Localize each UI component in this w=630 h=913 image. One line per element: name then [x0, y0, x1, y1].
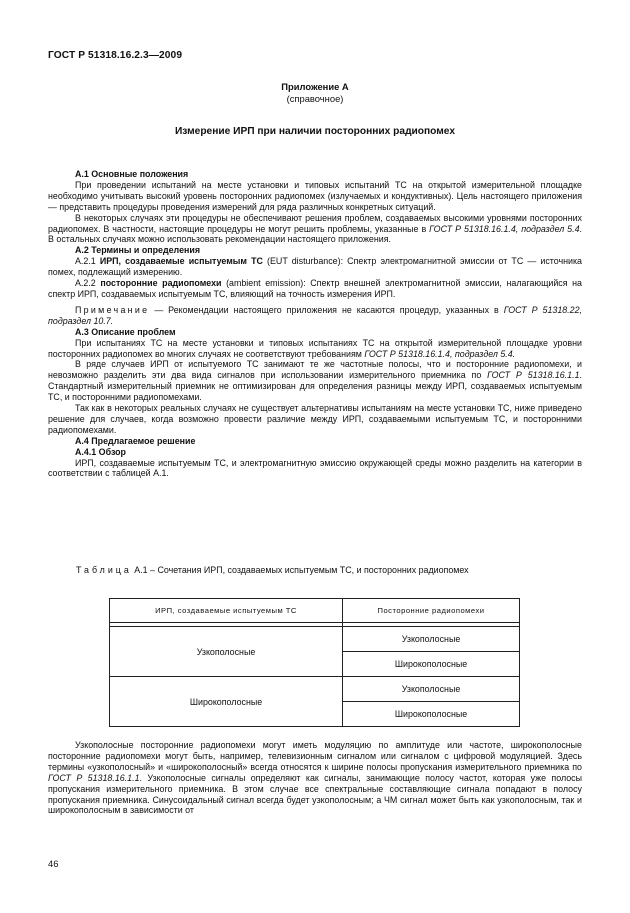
- section-heading-a41: А.4.1 Обзор: [75, 446, 126, 457]
- annex-label: Приложение А: [281, 81, 349, 92]
- table-cell: Узкополосные: [110, 627, 343, 677]
- annex-title: Измерение ИРП при наличии посторонних радиопомех: [174, 126, 455, 137]
- table-header-cell: ИРП, создаваемые испытуемым ТС: [110, 599, 343, 623]
- paragraph: При проведении испытаний на месте установки и типовых испытаний ТС на открытой измерительной площадке необходимо учитывать высокий уровень посторонних радиопомех (излучаемых и кондуктивных). Цель настоящего приложения — представить процедуры проведения измерений для ряда различных конкретных ситуаций.: [48, 179, 582, 212]
- section-heading-a2: А.2 Термины и определения: [75, 245, 201, 256]
- table-caption: Таблица А.1 – Сочетания ИРП, создаваемых испытуемым ТС, и посторонних радиопомех: [76, 565, 469, 575]
- paragraph: В некоторых случаях эти процедуры не обеспечивают решения проблем, создаваемых высокими уровнями посторонних радиопомех. В частности, настоящие процедуры не могут решить проблемы, указанные в ГОСТ Р 51318.16.1.4, подраздел 5.4. В остальных случаях можно использовать рекомендации настоящего приложения.: [48, 212, 582, 245]
- table-cell: Широкополосные: [343, 702, 520, 727]
- paragraph: ИРП, создаваемые испытуемым ТС, и электромагнитную эмиссию окружающей среды можно разделить на категории в соответствии с таблицей А.1.: [48, 457, 582, 479]
- note-paragraph: Примечание — Рекомендации настоящего приложения не касаются процедур, указанных в ГОСТ Р 51318.22, подраздел 10.7.: [48, 304, 582, 326]
- table-cell: Широкополосные: [343, 652, 520, 677]
- document-standard-header: ГОСТ Р 51318.16.2.3—2009: [48, 50, 183, 61]
- section-heading-a4: А.4 Предлагаемое решение: [75, 435, 196, 446]
- table-cell: Широкополосные: [110, 677, 343, 727]
- bottom-text: [48, 740, 582, 816]
- table-cell: Узкополосные: [343, 627, 520, 652]
- emission-table: [109, 598, 520, 727]
- section-heading-a1: А.1 Основные положения: [75, 169, 189, 179]
- paragraph: В ряде случаев ИРП от испытуемого ТС занимают те же частотные полосы, что и посторонние радиопомехи, и невозможно разделить эти два вида сигналов при использовании измерительного приемника по ГОСТ Р 51318.16.1.1. Стандартный измерительный приемник не оптимизирован для определения разницы между ИРП, создаваемых испытуемым ТС, и посторонними радиопомехами.: [48, 359, 582, 403]
- definition-a22: А.2.2 посторонние радиопомехи (ambient emission): Спектр внешней электромагнитной эмиссии, налагающийся на спектр ИРП, создаваемых испытуемым ТС, влияющий на точность измерения ИРП.: [48, 278, 582, 299]
- paragraph: При испытаниях ТС на месте установки и типовых испытаниях ТС на открытой измерительной площадке уровни посторонних радиопомех во многих случаях не соответствуют требованиям ГОСТ Р 51318.16.1.4, подраздел 5.4.: [48, 337, 582, 359]
- paragraph: Так как в некоторых реальных случаях не существует альтернативы испытаниям на месте установки ТС, ниже приведено решение для случаев, когда возможно провести различие между ИРП, создаваемыми испытуемым ТС, и посторонними радиопомехами.: [48, 403, 582, 435]
- definition-a21: А.2.1 ИРП, создаваемые испытуемым ТС (EUT disturbance): Спектр электромагнитной эмиссии от ТС — источника помех, подлежащий измерению.: [48, 256, 582, 278]
- annex-type: (справочное): [286, 93, 344, 104]
- table-header-cell: Посторонние радиопомехи: [343, 599, 520, 623]
- main-text: [48, 169, 582, 479]
- annex-heading: [0, 81, 630, 105]
- table-cell: Узкополосные: [343, 677, 520, 702]
- page-number: 46: [48, 858, 59, 869]
- section-heading-a3: А.3 Описание проблем: [75, 326, 176, 337]
- paragraph: Узкополосные посторонние радиопомехи могут иметь модуляцию по амплитуде или частоте, широкополосные посторонние радиопомехи могут быть, например, телевизионным сигналом или сигналом с цифровой модуляцией. Здесь термины «узкополосный» и «широкополосный» всегда относятся к ширине полосы пропускания измерительного приемника по ГОСТ Р 51318.16.1.1. Узкополосные сигналы определяют как сигналы, занимающие полосу частот, которая уже полосы пропускания измерительного приемника. В этом случае все спектральные составляющие сигнала попадают в полосу пропускания приемника. Синусоидальный сигнал всегда будет узкополосным; а ЧМ сигнал может быть как узкополосным, так и широкополосным в зависимости от: [48, 740, 582, 816]
